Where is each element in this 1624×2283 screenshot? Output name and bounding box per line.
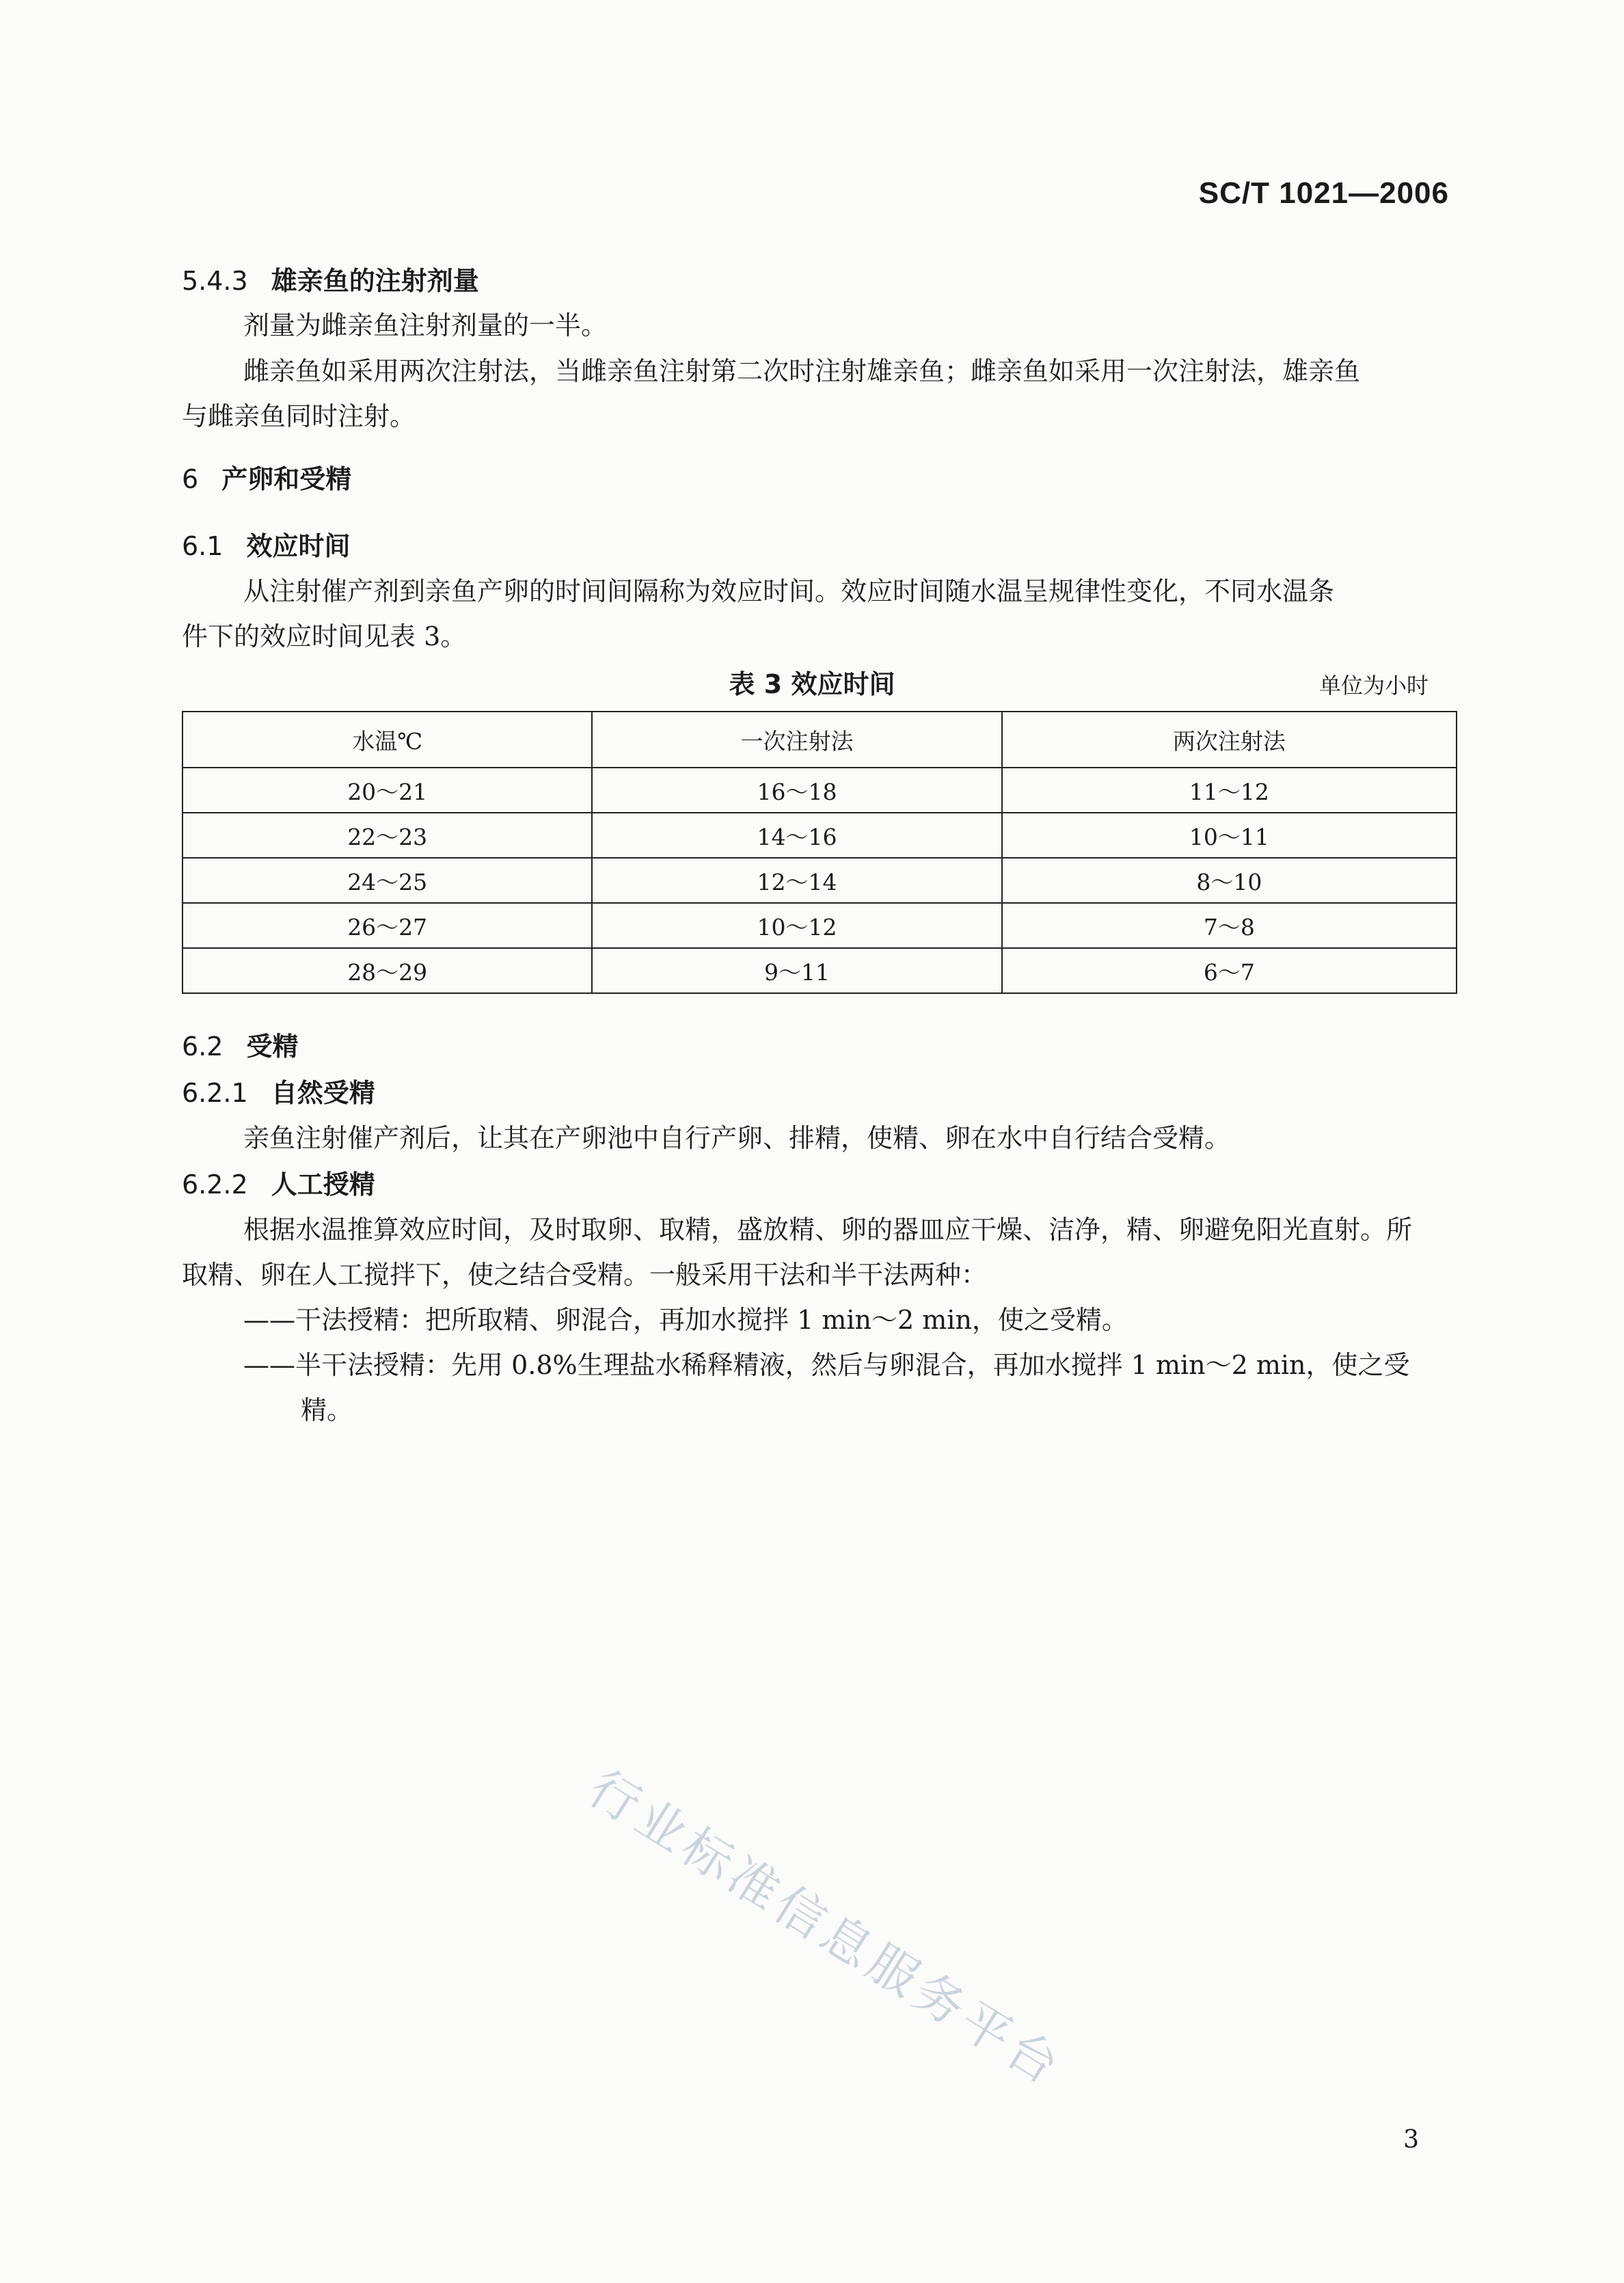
table-caption: 表 3 效应时间 xyxy=(729,669,895,699)
section-title: 人工授精 xyxy=(271,1170,375,1200)
heading-6-2 xyxy=(182,1025,298,1063)
standard-code: SC/T 1021—2006 xyxy=(1198,176,1449,210)
paragraph: 根据水温推算效应时间，及时取卵、取精，盛放精、卵的器皿应干燥、洁净，精、卵避免阳光直射。所 xyxy=(243,1215,1413,1245)
table-cell: 12～14 xyxy=(592,858,1001,903)
table-cell: 20～21 xyxy=(182,768,592,813)
table-cell: 10～11 xyxy=(1002,813,1457,858)
table-cell: 10～12 xyxy=(592,903,1001,948)
table-header-row xyxy=(182,712,1457,768)
table-row xyxy=(182,948,1457,993)
section-title: 产卵和受精 xyxy=(221,464,352,494)
column-header: 一次注射法 xyxy=(592,712,1001,768)
section-number: 6.2.2 xyxy=(182,1170,248,1200)
table-cell: 24～25 xyxy=(182,858,592,903)
paragraph: 剂量为雌亲鱼注射剂量的一半。 xyxy=(243,310,608,340)
paragraph-continuation: 件下的效应时间见表 3。 xyxy=(182,621,467,651)
paragraph: 亲鱼注射催产剂后，让其在产卵池中自行产卵、排精，使精、卵在水中自行结合受精。 xyxy=(243,1123,1231,1153)
dash-list-item: ——干法授精：把所取精、卵混合，再加水搅拌 1 min～2 min，使之受精。 xyxy=(243,1305,1128,1335)
section-title: 受精 xyxy=(246,1031,299,1062)
table-cell: 11～12 xyxy=(1002,768,1457,813)
heading-6-2-1 xyxy=(182,1072,375,1109)
table-cell: 7～8 xyxy=(1002,903,1457,948)
heading-6 xyxy=(182,458,351,496)
heading-6-1 xyxy=(182,525,350,563)
column-header: 两次注射法 xyxy=(1002,712,1457,768)
section-number: 6.2 xyxy=(182,1031,224,1062)
dash-list-item-continuation: 精。 xyxy=(301,1395,353,1425)
paragraph: 雌亲鱼如采用两次注射法，当雌亲鱼注射第二次时注射雄亲鱼；雌亲鱼如采用一次注射法，雄亲鱼 xyxy=(243,356,1361,386)
paragraph-continuation: 取精、卵在人工搅拌下，使之结合受精。一般采用干法和半干法两种： xyxy=(182,1260,988,1290)
table-row xyxy=(182,903,1457,948)
watermark-text: 行业标准信息服务平台 xyxy=(579,1759,1073,2098)
table-cell: 28～29 xyxy=(182,948,592,993)
table-cell: 16～18 xyxy=(592,768,1001,813)
table-row xyxy=(182,858,1457,903)
section-number: 6 xyxy=(182,464,199,494)
table-row xyxy=(182,813,1457,858)
effect-time-table xyxy=(182,711,1457,994)
section-title: 雄亲鱼的注射剂量 xyxy=(271,266,479,296)
table-cell: 9～11 xyxy=(592,948,1001,993)
section-number: 6.2.1 xyxy=(182,1078,248,1108)
dash-list-item: ——半干法授精：先用 0.8%生理盐水稀释精液，然后与卵混合，再加水搅拌 1 min～2 min，使之受 xyxy=(243,1350,1410,1380)
paragraph: 从注射催产剂到亲鱼产卵的时间间隔称为效应时间。效应时间随水温呈规律性变化，不同水温条 xyxy=(243,576,1335,606)
section-title: 效应时间 xyxy=(246,531,351,561)
table-row xyxy=(182,768,1457,813)
table-unit: 单位为小时 xyxy=(1318,673,1429,699)
table-cell: 14～16 xyxy=(592,813,1001,858)
heading-5-4-3 xyxy=(182,260,479,297)
page-number: 3 xyxy=(1403,2126,1419,2154)
section-title: 自然受精 xyxy=(271,1078,375,1108)
section-number: 5.4.3 xyxy=(182,266,248,296)
heading-6-2-2 xyxy=(182,1163,375,1201)
table-cell: 22～23 xyxy=(182,813,592,858)
table-cell: 8～10 xyxy=(1002,858,1457,903)
table-cell: 26～27 xyxy=(182,903,592,948)
column-header: 水温℃ xyxy=(182,712,592,768)
paragraph-continuation: 与雌亲鱼同时注射。 xyxy=(182,401,416,431)
section-number: 6.1 xyxy=(182,531,224,561)
table-cell: 6～7 xyxy=(1002,948,1457,993)
